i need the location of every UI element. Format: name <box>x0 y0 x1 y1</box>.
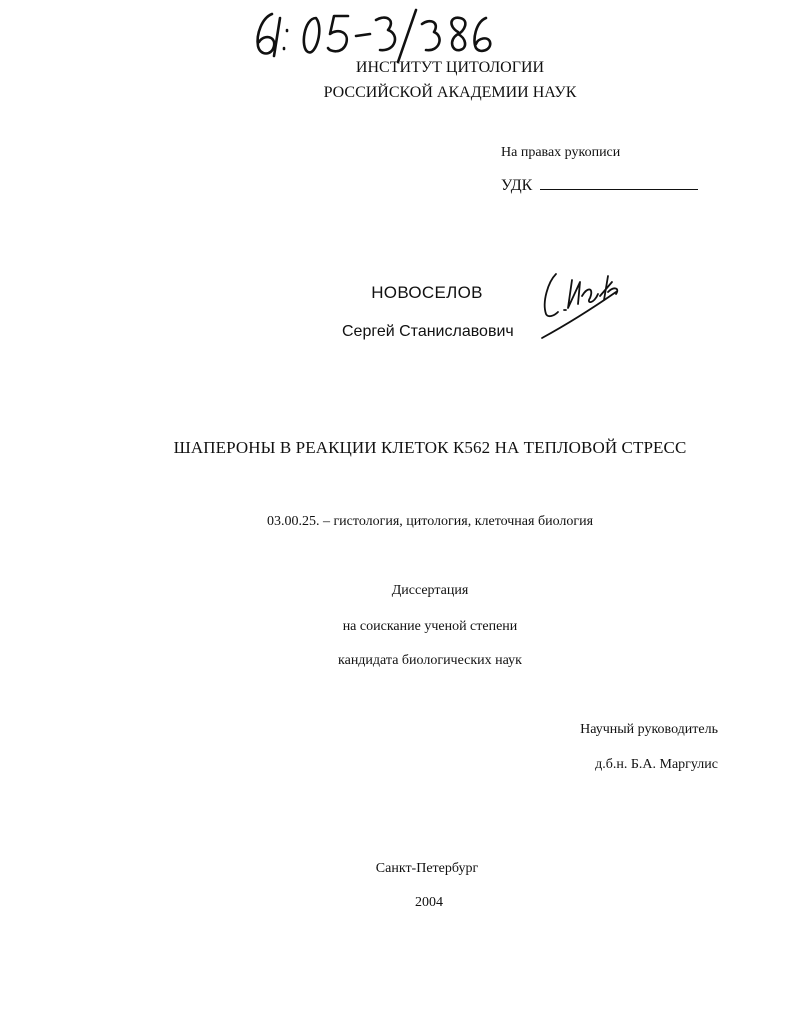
specialty-code: 03.00.25. – гистология, цитология, клеточная биология <box>266 514 594 529</box>
institute-line-1: ИНСТИТУТ ЦИТОЛОГИИ <box>355 59 545 76</box>
degree-purpose: на соискание ученой степени <box>342 619 518 634</box>
signature-handwriting <box>534 252 624 342</box>
year: 2004 <box>415 895 443 910</box>
thesis-title: ШАПЕРОНЫ В РЕАКЦИИ КЛЕТОК К562 НА ТЕПЛОВОЙ СТРЕСС <box>173 438 687 457</box>
author-surname: НОВОСЕЛОВ <box>371 283 483 302</box>
udk-label: УДК <box>501 177 533 194</box>
city: Санкт-Петербург <box>375 861 479 876</box>
degree-name: кандидата биологических наук <box>338 653 522 668</box>
author-given-name: Сергей Станиславович <box>342 323 514 340</box>
advisor-name: д.б.н. Б.А. Маргулис <box>595 757 718 772</box>
advisor-role: Научный руководитель <box>580 722 718 737</box>
author-signature <box>534 252 624 342</box>
udk-field <box>501 175 698 195</box>
dissertation-label: Диссертация <box>391 583 469 598</box>
handwritten-archive-code <box>250 4 500 66</box>
udk-blank-line <box>540 175 698 190</box>
archive-code-handwriting <box>250 4 500 66</box>
manuscript-rights-note: На правах рукописи <box>501 145 621 160</box>
institute-line-2: РОССИЙСКОЙ АКАДЕМИИ НАУК <box>323 84 577 101</box>
